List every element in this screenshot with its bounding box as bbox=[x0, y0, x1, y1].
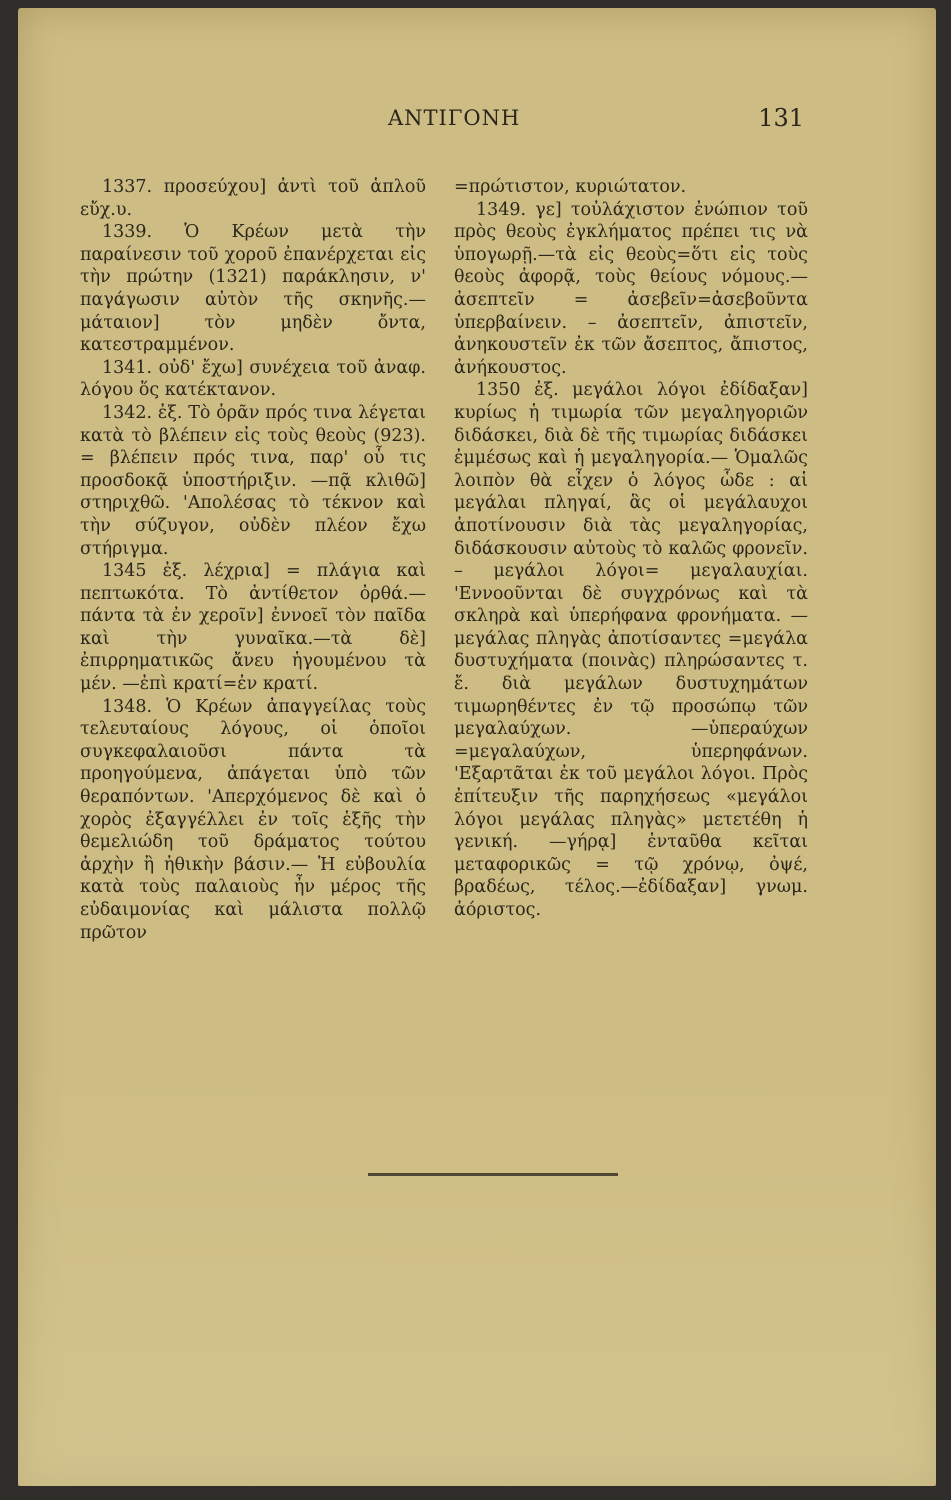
note-1349: 1349. γε] τοὐλάχιστον ἐνώπιον τοῦ πρὸς θεοὺς ἐγκλήματος πρέπει τις νὰ ὑπογωρῇ.—τὰ εἰς θεοὺς=ὅτι εἰς τοὺς θεοὺς ἀφορᾷ, τοὺς θείους νόμους.—ἀσεπτεῖν = ἀσεβεῖν=ἀσεβοῦντα ὑπερβαίνειν. – ἀσεπτεῖν, ἀπιστεῖν, ἀνηκουστεῖν ἐκ τῶν ἄσεπτος, ἄπιστος, ἀνήκουστος. bbox=[454, 199, 808, 378]
note-1342: 1342. ἐξ. Τὸ ὁρᾶν πρός τινα λέγεται κατὰ τὸ βλέπειν εἰς τοὺς θεοὺς (923). = βλέπειν πρός τινα, παρ' οὗ τις προσδοκᾷ ὑποστήριξιν. —πᾷ κλιθῶ] στηριχθῶ. 'Απολέσας τὸ τέκνον καὶ τὴν σύζυγον, οὐδὲν πλέον ἔχω στήριγμα. bbox=[80, 402, 426, 559]
note-1350: 1350 ἐξ. μεγάλοι λόγοι ἐδίδαξαν] κυρίως ἡ τιμωρία τῶν μεγαληγοριῶν διδάσκει, διὰ δὲ τῆς τιμωρίας διδάσκει ἐμμέσως καὶ ἡ μεγαληγορία.— Ὁμαλῶς λοιπὸν θὰ εἶχεν ὁ λόγος ὧδε : αἱ μεγάλαι πληγαί, ἃς οἱ μεγάλαυχοι ἀποτίνουσιν διὰ τὰς μεγαληγορίας, διδάσκουσιν αὐτοὺς τὸ καλῶς φρονεῖν. – μεγάλοι λόγοι= μεγαλαυχίαι. 'Εννοοῦνται δὲ συγχρόνως καὶ τὰ σκληρὰ καὶ ὑπερήφανα φρονήματα. —μεγάλας πληγὰς ἀποτίσαντες =μεγάλα δυστυχήματα (ποινὰς) πληρώσαντες τ. ἔ. διὰ μεγάλων δυστυχημάτων τιμωρηθέντες ἐν τῷ προσώπῳ τῶν μεγαλαύχων. —ὑπεραύχων =μεγαλαύχων, ὑπερηφάνων. 'Εξαρτᾶται ἐκ τοῦ μεγάλοι λόγοι. Πρὸς ἐπίτευξιν τῆς παρηχήσεως «μεγάλοι λόγοι μεγάλας πληγὰς» μετετέθη ἡ γενική. —γήρᾳ] ἐνταῦθα κεῖται μεταφορικῶς = τῷ χρόνῳ, ὀψέ, βραδέως, τέλος.—ἐδίδαξαν] γνωμ. ἀόριστος. bbox=[454, 380, 808, 920]
page-number: 131 bbox=[758, 104, 804, 132]
running-head: ΑΝΤΙΓΟΝΗ bbox=[388, 106, 521, 130]
left-column bbox=[80, 176, 426, 944]
note-1339: 1339. Ὁ Κρέων μετὰ τὴν παραίνεσιν τοῦ χοροῦ ἐπανέρχεται εἰς τὴν πρώτην (1321) παράκλησιν, ν' παγάγωσιν αὐτὸν τῆς σκηνῆς.— μάταιον] τὸν μηδὲν ὄντα, κατεστραμμένον. bbox=[80, 222, 426, 356]
right-column bbox=[454, 176, 808, 922]
book-page bbox=[18, 8, 936, 1486]
note-1345: 1345 ἐξ. λέχρια] = πλάγια καὶ πεπτωκότα. Τὸ ἀντίθετον ὀρθά.— πάντα τὰ ἐν χεροῖν] ἐννοεῖ τὸν παῖδα καὶ τὴν γυναῖκα.—τὰ δὲ] ἐπιρρηματικῶς ἄνευ ἡγουμένου τὰ μέν. —ἐπὶ κρατί=ἐν κρατί. bbox=[80, 561, 426, 695]
note-1348-continued: =πρώτιστον, κυριώτατον. bbox=[454, 177, 687, 197]
end-rule bbox=[368, 1173, 618, 1176]
note-1337: 1337. προσεύχου] ἀντὶ τοῦ ἁπλοῦ εὔχ.υ. bbox=[80, 177, 426, 220]
note-1341: 1341. οὐδ' ἔχω] συνέχεια τοῦ ἀναφ. λόγου ὅς κατέκτανον. bbox=[80, 357, 426, 401]
note-1348: 1348. Ὁ Κρέων ἀπαγγείλας τοὺς τελευταίους λόγους, οἱ ὁποῖοι συγκεφαλαιοῦσι πάντα τὰ προηγούμενα, ἀπάγεται ὑπὸ τῶν θεραπόντων. 'Απερχόμενος δὲ καὶ ὁ χορὸς ἐξαγγέλλει ἐν τοῖς ἑξῆς τὴν θεμελιώδη τοῦ δράματος τούτου ἀρχὴν ἢ ἠθικὴν βάσιν.— Ἡ εὐβουλία κατὰ τοὺς παλαιοὺς ἦν μέρος τῆς εὐδαιμονίας καὶ μάλιστα πολλῷ πρῶτον bbox=[80, 696, 426, 943]
